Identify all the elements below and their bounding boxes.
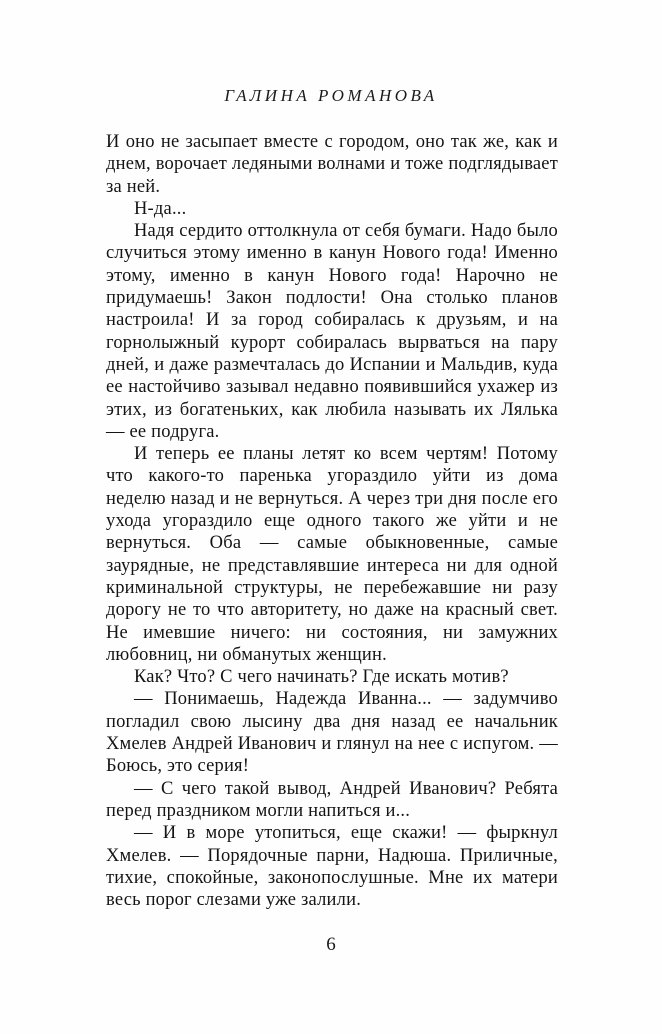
- paragraph: Надя сердито оттолкнула от себя бумаги. Надо было случиться этому именно в канун Нового года! Именно этому, именно в канун Нового года! Нарочно не придумаешь! Закон подлости! Она столько планов настроила! И за город собиралась к друзьям, и на горнолыжный курорт собиралась вырваться на пару дней, и даже размечталась до Испании и Мальдив, куда ее настойчиво зазывал недавно появившийся ухажер из этих, из богатеньких, как любила называть их Лялька — ее подруга.: [106, 221, 558, 442]
- running-head-author: ГАЛИНА РОМАНОВА: [224, 86, 438, 105]
- paragraph: — Понимаешь, Надежда Иванна... — задумчиво погладил свою лысину два дня назад ее начальник Хмелев Андрей Иванович и глянул на нее с испугом. — Боюсь, это серия!: [106, 689, 558, 777]
- page-number: 6: [326, 934, 336, 955]
- paragraph: И оно не засыпает вместе с городом, оно так же, как и днем, ворочает ледяными волнами и тоже подглядывает за ней.: [106, 132, 558, 197]
- paragraph: Как? Что? С чего начинать? Где искать мотив?: [134, 667, 509, 688]
- paragraph: И теперь ее планы летят ко всем чертям! Потому что какого-то паренька угораздило уйти из дома неделю назад и не вернуться. А через три дня после его ухода угораздило еще одного такого же уйти и не вернуться. Оба — самые обыкновенные, самые заурядные, не представлявшие интереса ни для одной криминальной структуры, не перебежавшие ни разу дорогу не то что авторитету, но даже на красный свет. Не имевшие ничего: ни состояния, ни замужних любовниц, ни обманутых женщин.: [106, 444, 558, 665]
- paragraph: — С чего такой вывод, Андрей Иванович? Ребята перед праздником могли напиться и...: [106, 778, 558, 821]
- paragraph: — И в море утопиться, еще скажи! — фыркнул Хмелев. — Порядочные парни, Надюша. Приличные, тихие, спокойные, законопослушные. Мне их матери весь порог слезами уже залили.: [106, 823, 558, 911]
- paragraph: Н-да...: [134, 198, 187, 219]
- body-text: [106, 131, 558, 911]
